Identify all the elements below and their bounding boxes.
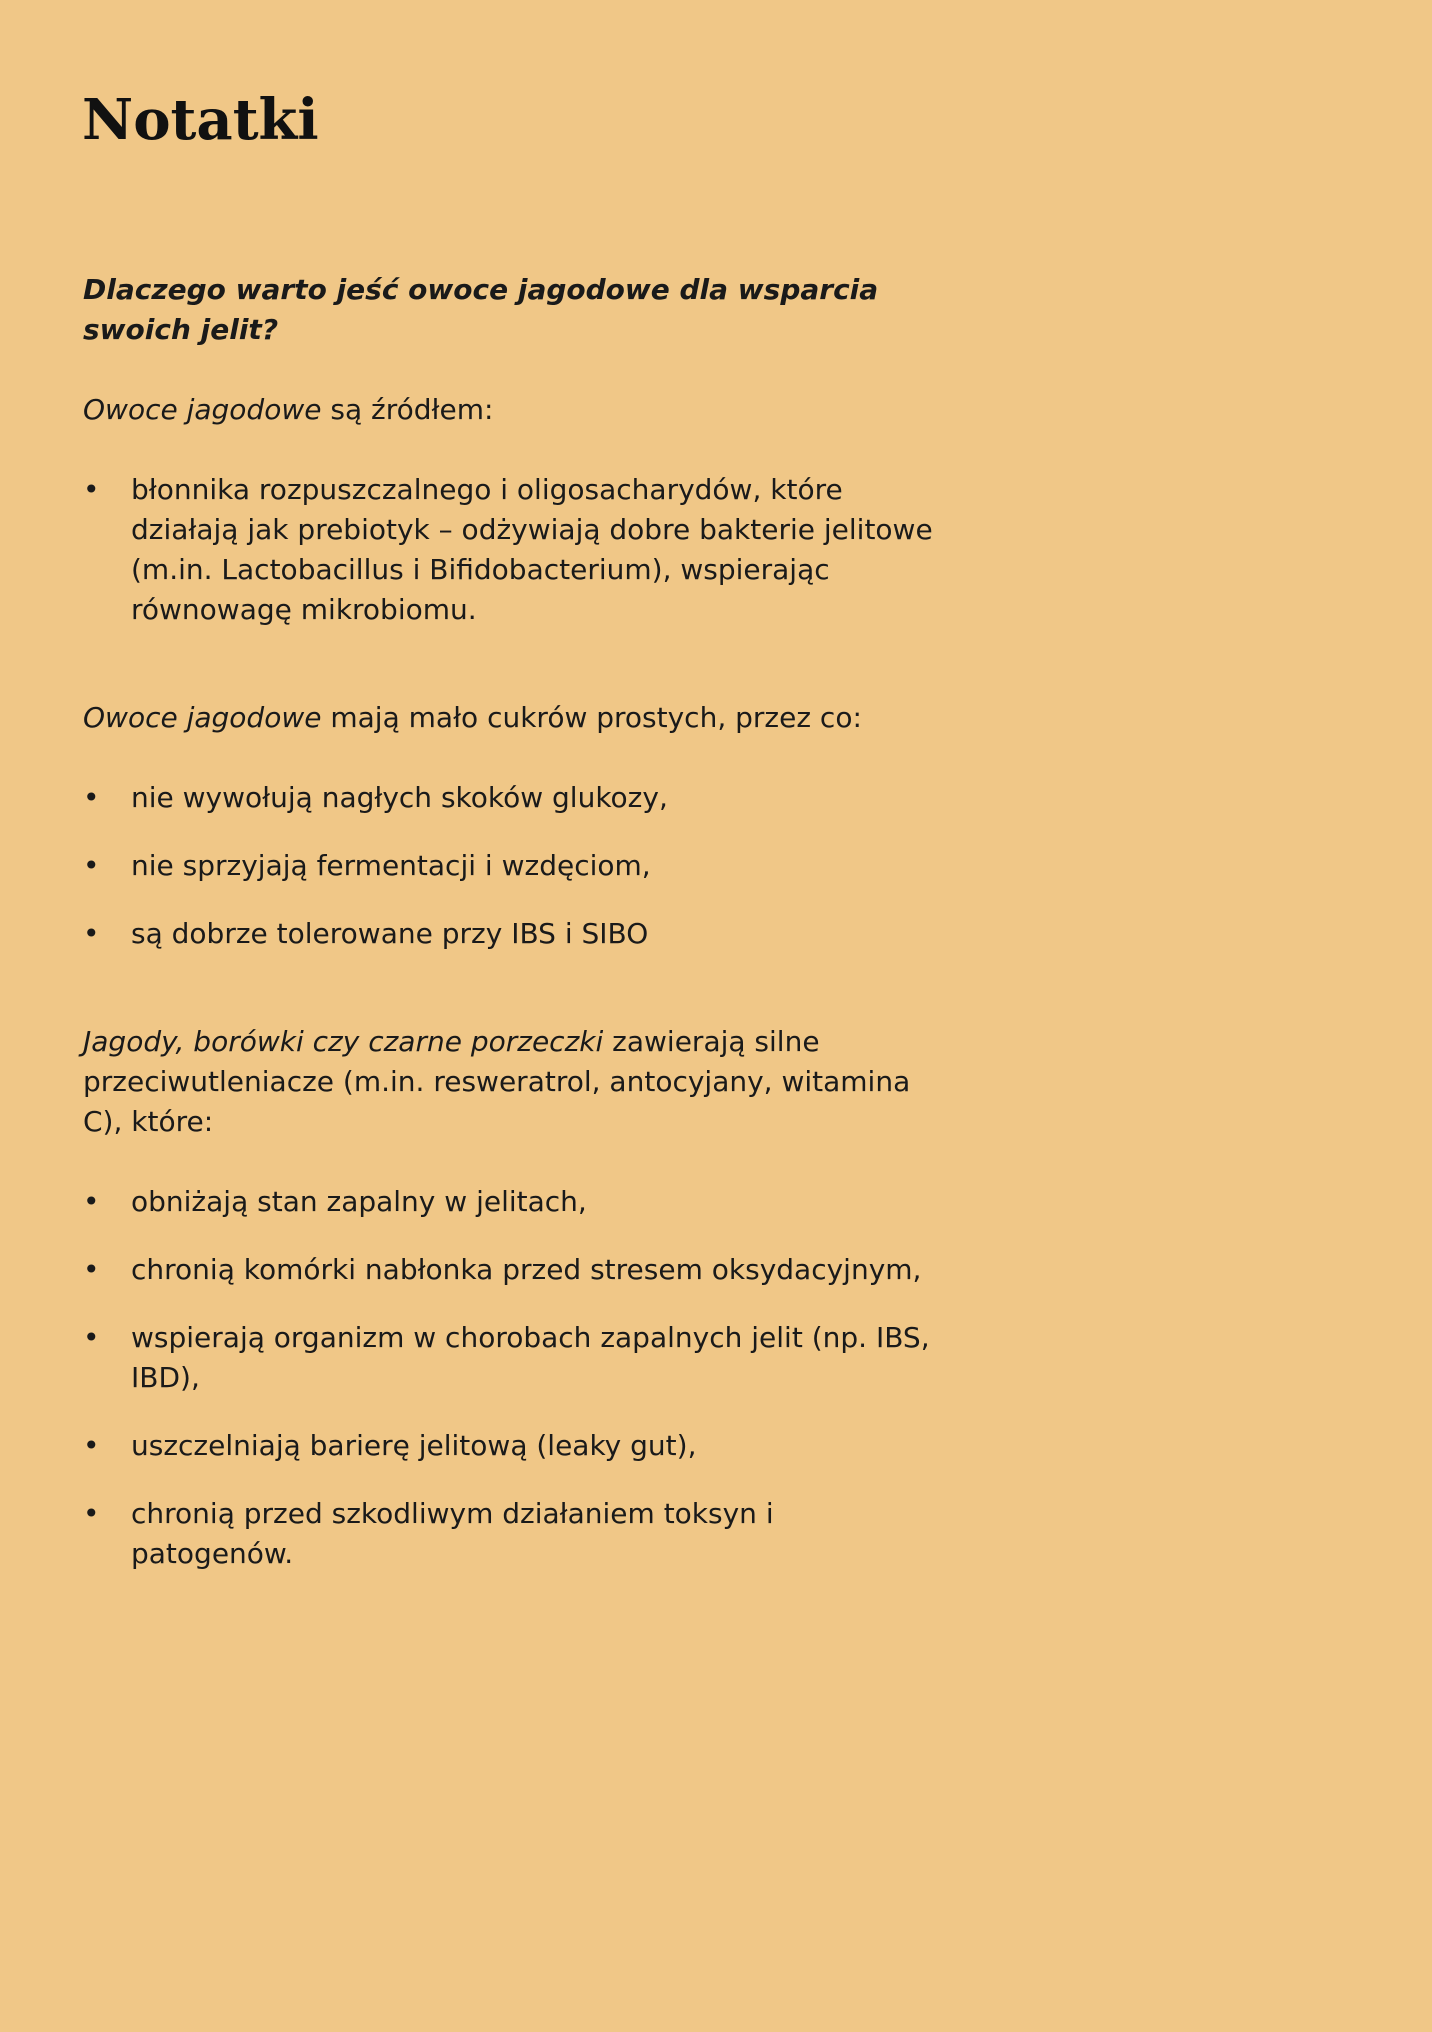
question-heading: Dlaczego warto jeść owoce jagodowe dla wsparcia swoich jelit?: [83, 273, 879, 346]
bullet-icon: •: [83, 849, 100, 882]
list-item-text: chronią komórki nabłonka przed stresem oksydacyjnym,: [131, 1253, 922, 1286]
section-2-lead: [83, 698, 943, 738]
bullet-icon: •: [83, 1185, 100, 1218]
list-item: [83, 1426, 943, 1466]
notes-body: [83, 270, 943, 1574]
list-item-text: obniżają stan zapalny w jelitach,: [131, 1185, 587, 1218]
section-3-lead-italic: Jagody, borówki czy czarne porzeczki: [83, 1025, 604, 1058]
list-item-text: są dobrze tolerowane przy IBS i SIBO: [131, 917, 649, 950]
list-item-text: błonnika rozpuszczalnego i oligosacharydów, które działają jak prebiotyk – odżywiają dobre bakterie jelitowe (m.in. Lactobacillus i Bifidobacterium), wspierając równowagę mikrobiomu.: [131, 473, 933, 626]
bullet-icon: •: [83, 1321, 100, 1354]
bullet-icon: •: [83, 781, 100, 814]
list-item: [83, 914, 943, 954]
list-item-text: wspierają organizm w chorobach zapalnych jelit (np. IBS, IBD),: [131, 1321, 930, 1394]
list-item-text: nie sprzyjają fermentacji i wzdęciom,: [131, 849, 651, 882]
list-item-text: uszczelniają barierę jelitową (leaky gut),: [131, 1429, 697, 1462]
bullet-icon: •: [83, 917, 100, 950]
list-item: [83, 1182, 943, 1222]
list-item: [83, 470, 943, 630]
section-1-lead-text: są źródłem:: [321, 393, 494, 426]
section-3-lead-text: zawierają silne przeciwutleniacze (m.in. resweratrol, antocyjany, witamina C), które:: [83, 1025, 911, 1138]
list-item: [83, 778, 943, 818]
bullet-icon: •: [83, 1429, 100, 1462]
section-3-lead: [83, 1022, 943, 1142]
list-item-text: nie wywołują nagłych skoków glukozy,: [131, 781, 668, 814]
page-title: Notatki: [82, 87, 319, 153]
list-item: [83, 1318, 943, 1398]
list-item: [83, 1494, 943, 1574]
bullet-icon: •: [83, 1497, 100, 1530]
list-item-text: chronią przed szkodliwym działaniem toksyn i patogenów.: [131, 1497, 774, 1570]
list-item: [83, 846, 943, 886]
bullet-icon: •: [83, 1253, 100, 1286]
list-item: [83, 1250, 943, 1290]
section-2-lead-italic: Owoce jagodowe: [83, 701, 322, 734]
section-1-lead-italic: Owoce jagodowe: [83, 393, 322, 426]
section-1-lead: [83, 390, 943, 430]
section-2-lead-text: mają mało cukrów prostych, przez co:: [321, 701, 862, 734]
bullet-icon: •: [83, 473, 100, 506]
